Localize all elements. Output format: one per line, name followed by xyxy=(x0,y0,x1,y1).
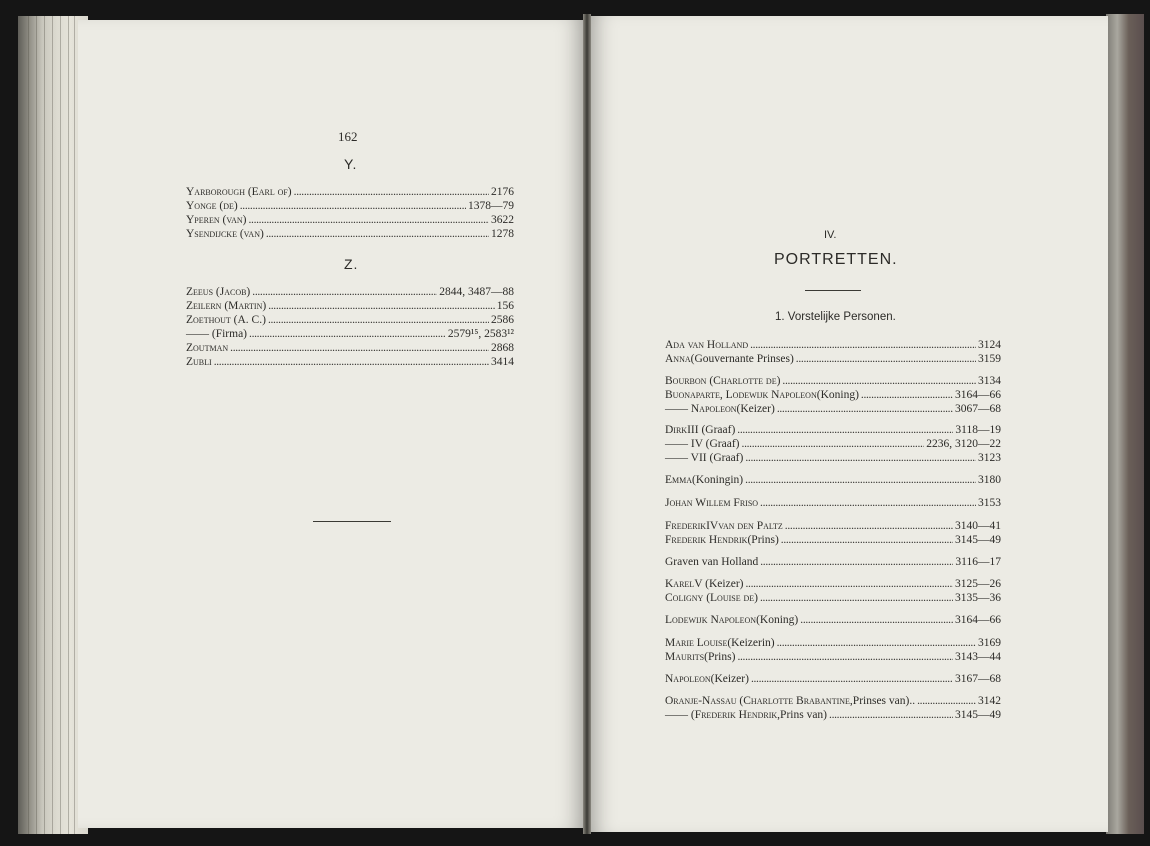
index-entry: Karel V (Keizer) . . . 3125—26 xyxy=(665,577,1001,591)
index-entry: Marie Louise (Keizerin) . . . 3169 xyxy=(665,636,1001,650)
index-entry: Emma (Koningin) . . . 3180 xyxy=(665,473,1001,487)
index-entry: Coligny (Louise de) . . . 3135—36 xyxy=(665,591,1001,605)
index-entry: —— VII (Graaf) . . . 3123 xyxy=(665,451,1001,465)
index-entry: Yperen (van) . . . 3622 xyxy=(186,213,514,227)
index-entry: Lodewijk Napoleon (Koning) . . . 3164—66 xyxy=(665,613,1001,627)
index-entry: Frederik Hendrik (Prins) . . . 3145—49 xyxy=(665,533,1001,547)
chapter-number: IV. xyxy=(824,229,837,241)
index-entry: Zubli . . . 3414 xyxy=(186,355,514,369)
index-entry: Oranje-Nassau (Charlotte Brabantine, Prinses van).. . . . 3142 xyxy=(665,694,1001,708)
index-entry: Maurits (Prins) . . . 3143—44 xyxy=(665,650,1001,664)
index-entry: Anna (Gouvernante Prinses) . . . 3159 xyxy=(665,352,1001,366)
index-entry: Ysendijcke (van) . . . 1278 xyxy=(186,227,514,241)
section-letter-y: Y. xyxy=(344,156,358,172)
section-subheading: 1. Vorstelijke Personen. xyxy=(775,311,896,323)
index-entry: Napoleon (Keizer) . . . 3167—68 xyxy=(665,672,1001,686)
index-entry: Yonge (de) . . . 1378—79 xyxy=(186,199,514,213)
left-page xyxy=(78,20,583,828)
index-entry: Dirk III (Graaf) . . . 3118—19 xyxy=(665,423,1001,437)
index-entry: Ada van Holland . . . 3124 xyxy=(665,338,1001,352)
index-entry: Graven van Holland . . . 3116—17 xyxy=(665,555,1001,569)
index-entry: Frederik IV van den Paltz . . . 3140—41 xyxy=(665,519,1001,533)
index-entry: Zeilern (Martin) . . . 156 xyxy=(186,299,514,313)
index-entry: —— (Firma) . . . 2579¹⁵, 2583¹² xyxy=(186,327,514,341)
index-entry: —— (Frederik Hendrik, Prins van) . . . 3145—49 xyxy=(665,708,1001,722)
index-entry: —— Napoleon (Keizer) . . . 3067—68 xyxy=(665,402,1001,416)
page-number: 162 xyxy=(338,129,358,144)
index-entry: Johan Willem Friso . . . 3153 xyxy=(665,496,1001,510)
title-rule xyxy=(805,290,861,291)
section-letter-z: Z. xyxy=(344,256,359,272)
index-entry: Bourbon (Charlotte de) . . . 3134 xyxy=(665,374,1001,388)
index-entry: Yarborough (Earl of) . . . 2176 xyxy=(186,185,514,199)
book-cover-edge xyxy=(1106,14,1144,834)
index-entry: Buonaparte, Lodewijk Napoleon (Koning) . . . 3164—66 xyxy=(665,388,1001,402)
index-entry: Zeeus (Jacob) . . . 2844, 3487—88 xyxy=(186,285,514,299)
index-entry: —— IV (Graaf) . . . 2236, 3120—22 xyxy=(665,437,1001,451)
book-gutter xyxy=(583,14,591,834)
index-entry: Zoethout (A. C.) . . . 2586 xyxy=(186,313,514,327)
index-entry: Zoutman . . . 2868 xyxy=(186,341,514,355)
chapter-title: PORTRETTEN. xyxy=(774,251,898,268)
end-rule xyxy=(313,521,391,522)
